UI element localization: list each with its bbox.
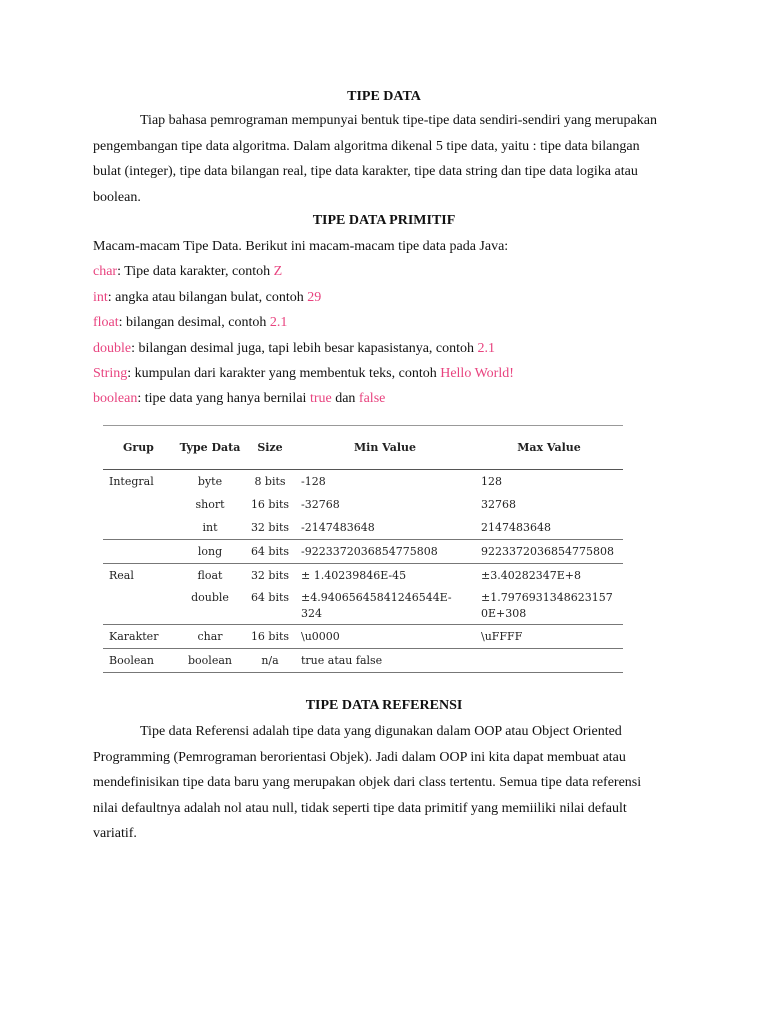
cell-min: -32768 [301, 498, 340, 511]
cell-grup: Boolean [103, 649, 175, 673]
cell-max: 128 [481, 475, 502, 488]
cell-size: 64 bits [245, 540, 295, 564]
cell-grup: Real [103, 564, 175, 588]
cell-grup [103, 493, 175, 516]
example-value: true [309, 391, 332, 407]
table-row [103, 649, 623, 673]
reference-paragraph [93, 719, 663, 847]
cell-size: 32 bits [245, 564, 295, 588]
cell-max: \uFFFF [475, 625, 623, 649]
cell-grup [103, 587, 175, 625]
cell-max: 2147483648 [481, 521, 551, 534]
header-max: Max Value [475, 426, 623, 470]
keyword: int [93, 289, 108, 305]
cell-min: ± 1.40239846E-45 [295, 564, 475, 588]
intro-paragraph [93, 108, 663, 210]
table-row [103, 587, 623, 625]
header-grup: Grup [103, 426, 175, 470]
cell-min: true atau false [295, 649, 475, 673]
item-text: : tipe data yang hanya bernilai [137, 391, 310, 407]
cell-size: 64 bits [250, 591, 290, 604]
data-type-table [103, 425, 623, 673]
cell-type: long [175, 540, 245, 564]
keyword: String [93, 366, 128, 382]
cell-type: byte [197, 475, 223, 488]
primitive-lead: Macam-macam Tipe Data. Berikut ini macam-macam tipe data pada Java: [93, 239, 509, 254]
cell-type: short [195, 498, 225, 511]
page-title: TIPE DATA [347, 89, 421, 104]
item-text: dan [331, 391, 359, 407]
table-row [103, 540, 623, 564]
item-text: : bilangan desimal juga, tapi lebih besar kapasistanya, contoh [131, 340, 478, 356]
cell-min: -9223372036854775808 [295, 540, 475, 564]
cell-max: 9223372036854775808 [475, 540, 623, 564]
header-min: Min Value [295, 426, 475, 470]
cell-max: ±1.79769313486231570E+308 [481, 591, 613, 620]
table-header-row [103, 426, 623, 470]
list-item [93, 386, 663, 411]
cell-type: boolean [175, 649, 245, 673]
list-item [93, 361, 663, 386]
reference-text: Tipe data Referensi adalah tipe data yang digunakan dalam OOP atau Object Oriented Programming (Pemrograman berorientasi Objek). Jadi dalam OOP ini kita dapat membuat atau mendefinisikan tipe data baru yang merupakan objek dari class tertentu. Semua tipe data referensi nilai defaultnya adalah nol atau null, tidak seperti tipe data primitif yang memiiliki nilai default variatif. [93, 724, 642, 841]
item-text: : angka atau bilangan bulat, contoh [107, 289, 308, 305]
cell-grup [103, 516, 175, 540]
cell-size: 8 bits [254, 475, 286, 488]
primitive-list [93, 234, 663, 412]
keyword: char [93, 264, 118, 280]
header-size: Size [245, 426, 295, 470]
cell-type: char [175, 625, 245, 649]
table-row [103, 493, 623, 516]
table-row [103, 564, 623, 588]
list-item [93, 336, 663, 361]
cell-grup: Integral [109, 475, 154, 488]
reference-heading: TIPE DATA REFERENSI [305, 698, 463, 713]
cell-max [475, 649, 623, 673]
intro-text: Tiap bahasa pemrograman mempunyai bentuk tipe-tipe data sendiri-sendiri yang merupakan pengembangan tipe data algoritma. Dalam algoritma dikenal 5 tipe data, yaitu : tipe data bilangan bulat (integer), tipe data bilangan real, tipe data karakter, tipe data string dan tipe data logika atau boolean. [93, 113, 657, 205]
keyword: double [93, 340, 132, 356]
table-row [103, 516, 623, 540]
keyword: float [93, 315, 119, 331]
list-item [93, 285, 663, 310]
example-value: false [358, 391, 386, 407]
example-value: 29 [307, 289, 322, 305]
example-value: Hello World! [440, 366, 514, 382]
header-type: Type Data [175, 426, 245, 470]
cell-min: \u0000 [295, 625, 475, 649]
cell-grup [103, 540, 175, 564]
cell-type: int [202, 521, 218, 534]
cell-grup: Karakter [103, 625, 175, 649]
item-text: : bilangan desimal, contoh [118, 315, 270, 331]
item-text: : Tipe data karakter, contoh [117, 264, 274, 280]
cell-min: -2147483648 [301, 521, 375, 534]
cell-min: ±4.94065645841246544E-324 [301, 591, 452, 620]
cell-size: 32 bits [250, 521, 290, 534]
cell-min: -128 [301, 475, 326, 488]
table-row [103, 470, 623, 494]
table-row [103, 625, 623, 649]
example-value: Z [273, 264, 283, 280]
list-item [93, 259, 663, 284]
cell-type: float [175, 564, 245, 588]
cell-type: double [191, 591, 229, 604]
cell-size: 16 bits [250, 498, 290, 511]
example-value: 2.1 [477, 340, 496, 356]
list-item [93, 310, 663, 335]
example-value: 2.1 [269, 315, 288, 331]
cell-max: 32768 [481, 498, 516, 511]
item-text: : kumpulan dari karakter yang membentuk teks, contoh [127, 366, 441, 382]
cell-size: n/a [245, 649, 295, 673]
primitive-heading: TIPE DATA PRIMITIF [312, 213, 456, 228]
cell-max: ±3.40282347E+8 [475, 564, 623, 588]
cell-size: 16 bits [245, 625, 295, 649]
keyword: boolean [93, 391, 138, 407]
